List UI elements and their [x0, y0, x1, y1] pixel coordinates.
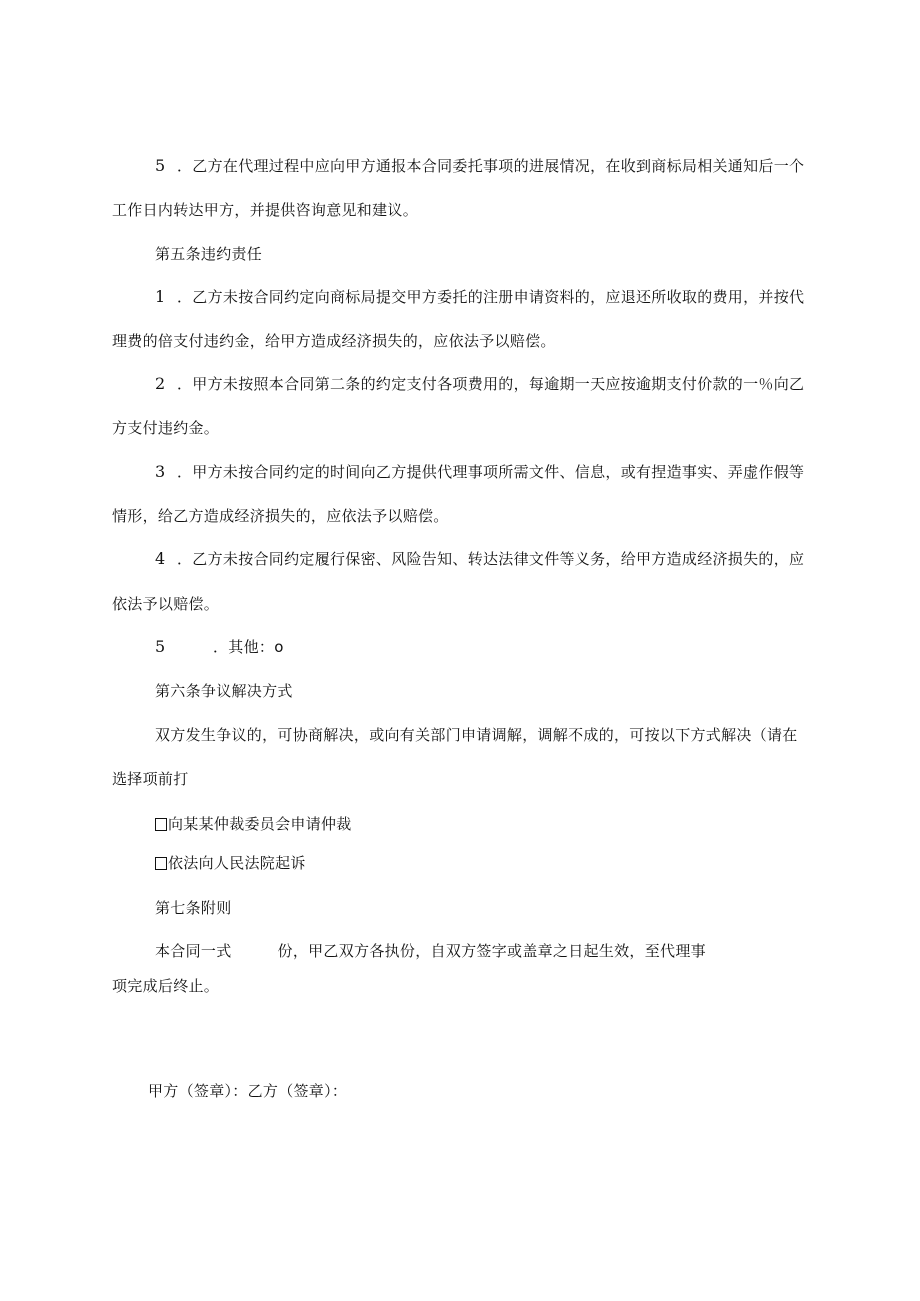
option-label: 依法向人民法院起诉: [168, 854, 306, 872]
item-number: 2: [155, 374, 166, 393]
option-litigation[interactable]: [155, 853, 306, 873]
item-number: 5: [155, 637, 166, 656]
item-number: 5: [155, 156, 166, 175]
item-text: ．乙方未按合同约定向商标局提交甲方委托的注册申请资料的，应退还所收取的费用，并按代: [177, 288, 805, 306]
article4-item5-line1: [155, 156, 804, 176]
article7-part1: 本合同一式: [155, 942, 232, 960]
article7-text-line2: 项完成后终止。: [112, 977, 220, 995]
item-number: 1: [155, 287, 166, 306]
article5-item5-line1: [155, 637, 284, 657]
item-text: ．其他：o: [213, 638, 284, 656]
article7-text-line1: [155, 941, 706, 961]
checkbox-icon[interactable]: [155, 857, 167, 870]
article5-item1-line2: 理费的倍支付违约金，给甲方造成经济损失的，应依法予以赔偿。: [112, 332, 556, 350]
option-arbitration[interactable]: [155, 814, 352, 834]
item-text: ．乙方未按合同约定履行保密、风险告知、转达法律文件等义务，给甲方造成经济损失的，应: [177, 550, 805, 568]
article5-item1-line1: [155, 287, 804, 307]
signature-line: 甲方（签章）：乙方（签章）：: [148, 1082, 348, 1100]
article5-item4-line1: [155, 549, 804, 569]
article5-item2-line2: 方支付违约金。: [112, 419, 220, 437]
option-label: 向某某仲裁委员会申请仲裁: [168, 815, 352, 833]
article7-heading: 第七条附则: [155, 899, 232, 917]
article6-heading: 第六条争议解决方式: [155, 682, 293, 700]
checkbox-icon[interactable]: [155, 818, 167, 831]
article4-item5-line2: 工作日内转达甲方，并提供咨询意见和建议。: [112, 201, 419, 219]
article5-heading: 第五条违约责任: [155, 245, 263, 263]
item-text: ．甲方未按照本合同第二条的约定支付各项费用的，每逾期一天应按逾期支付价款的一％向乙: [177, 375, 805, 393]
article5-item3-line1: [155, 462, 804, 482]
article5-item2-line1: [155, 374, 804, 394]
item-text: ．乙方在代理过程中应向甲方通报本合同委托事项的进展情况，在收到商标局相关通知后一个: [177, 157, 805, 175]
article5-item4-line2: 依法予以赔偿。: [112, 595, 220, 613]
item-text: ．甲方未按合同约定的时间向乙方提供代理事项所需文件、信息，或有捏造事实、弄虚作假等: [177, 463, 805, 481]
article6-text-line1: 双方发生争议的，可协商解决，或向有关部门申请调解，调解不成的，可按以下方式解决（请在: [155, 726, 798, 744]
article5-item3-line2: 情形，给乙方造成经济损失的，应依法予以赔偿。: [112, 507, 449, 525]
article7-part2: 份，甲乙双方各执份，自双方签字或盖章之日起生效，至代理事: [277, 942, 706, 960]
article6-text-line2: 选择项前打: [112, 770, 189, 788]
item-number: 4: [155, 549, 166, 568]
item-number: 3: [155, 462, 166, 481]
